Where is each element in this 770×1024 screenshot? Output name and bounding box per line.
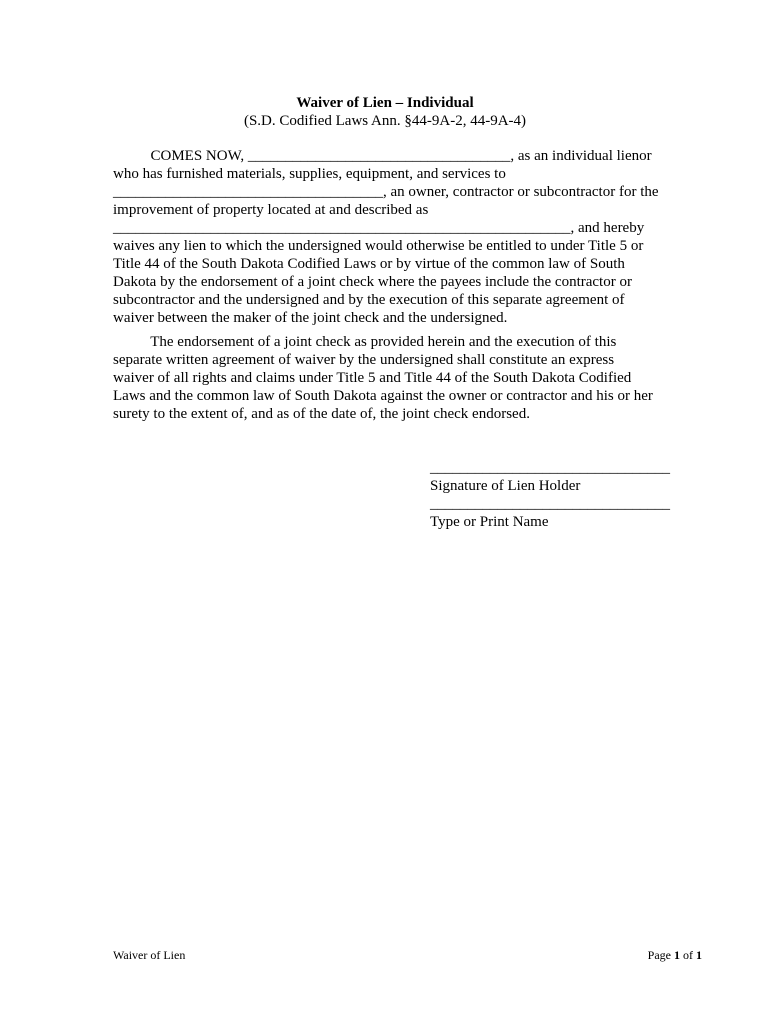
- paragraph-line: Dakota by the endorsement of a joint check where the payees include the contractor or: [113, 274, 632, 290]
- paragraph-line: surety to the extent of, and as of the date of, the joint check endorsed.: [113, 406, 530, 422]
- paragraph-line: improvement of property located at and described as: [113, 202, 429, 218]
- paragraph-line: waiver of all rights and claims under Title 5 and Title 44 of the South Dakota Codified: [113, 370, 632, 386]
- paragraph-line: waiver between the maker of the joint check and the undersigned.: [113, 310, 508, 326]
- document-subtitle: (S.D. Codified Laws Ann. §44-9A-2, 44-9A-4): [243, 113, 527, 129]
- print-name-block: [430, 495, 670, 531]
- print-name-line: ________________________________: [430, 496, 670, 512]
- paragraph-line: ____________________________________, an owner, contractor or subcontractor for the: [113, 184, 659, 200]
- paragraph-1: [113, 147, 661, 327]
- signature-block: [430, 459, 670, 495]
- paragraph-line: _____________________________________________________________, and hereby: [113, 220, 645, 236]
- footer-document-name: Waiver of Lien: [113, 948, 186, 962]
- signature-label: Signature of Lien Holder: [430, 478, 581, 494]
- page-current: 1: [674, 948, 680, 962]
- page-of: of: [680, 948, 696, 962]
- page-prefix: Page: [647, 948, 674, 962]
- paragraph-line: separate written agreement of waiver by the undersigned shall constitute an express: [113, 352, 615, 368]
- paragraph-line: subcontractor and the undersigned and by the execution of this separate agreement of: [113, 292, 625, 308]
- paragraph-line: Laws and the common law of South Dakota against the owner or contractor and his or her: [113, 388, 653, 404]
- paragraph-line: waives any lien to which the undersigned would otherwise be entitled to under Title 5 or: [113, 238, 644, 254]
- print-name-label: Type or Print Name: [430, 514, 549, 530]
- paragraph-line: COMES NOW, ___________________________________, as an individual lienor: [113, 148, 652, 164]
- page-total: 1: [696, 948, 702, 962]
- paragraph-line: The endorsement of a joint check as provided herein and the execution of this: [113, 334, 617, 350]
- document-title: Waiver of Lien – Individual: [296, 95, 474, 111]
- paragraph-line: Title 44 of the South Dakota Codified Laws or by virtue of the common law of South: [113, 256, 625, 272]
- signature-line: ________________________________: [430, 460, 670, 476]
- paragraph-line: who has furnished materials, supplies, equipment, and services to: [113, 166, 506, 182]
- footer-page-number: [648, 947, 702, 963]
- paragraph-2: [113, 333, 661, 423]
